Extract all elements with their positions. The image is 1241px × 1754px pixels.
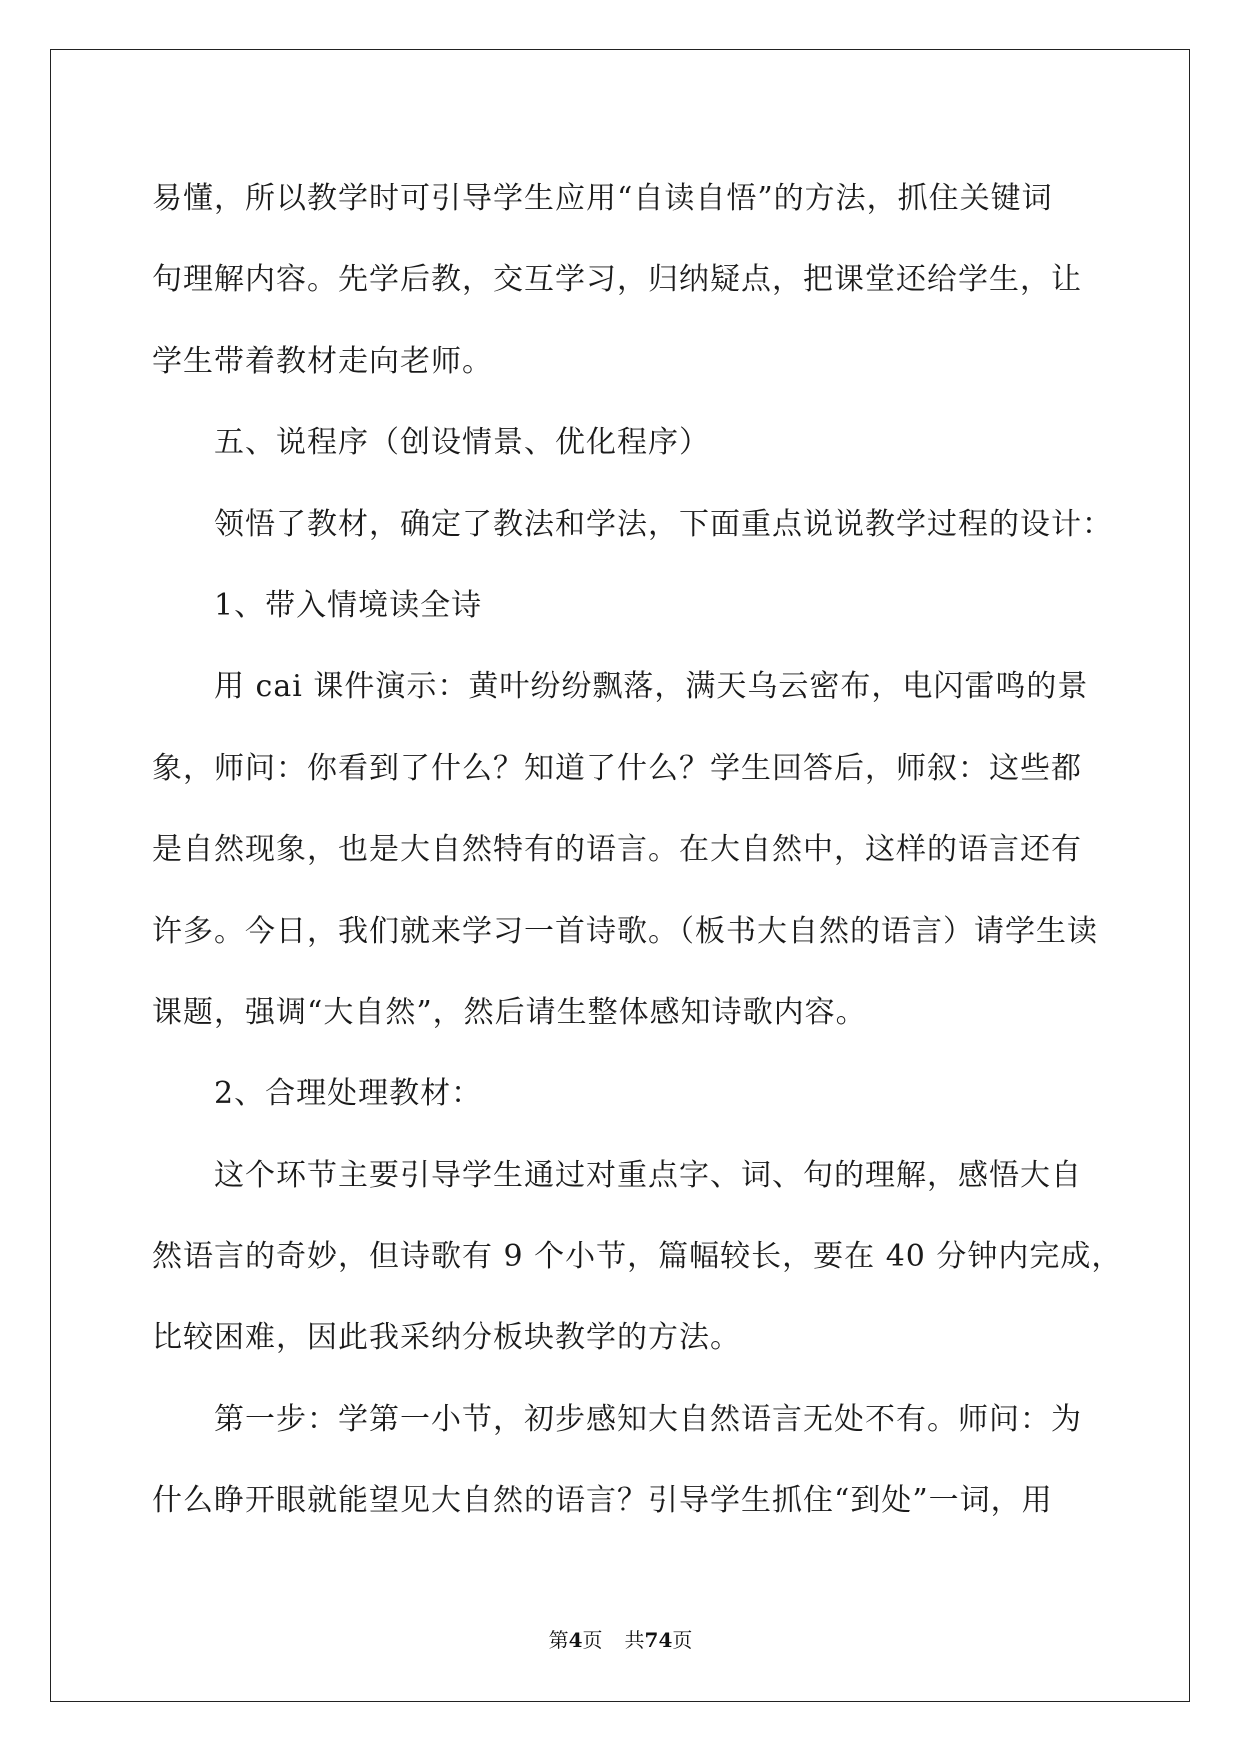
footer-total-suffix: 页 xyxy=(672,1628,693,1652)
section-heading: 五、说程序（创设情景、优化程序） xyxy=(214,425,710,461)
page-footer xyxy=(0,1624,1241,1653)
footer-page-suffix: 页 xyxy=(582,1628,603,1652)
text-line: 学生带着教材走向老师。 xyxy=(152,343,493,379)
text-line: 句理解内容。先学后教，交互学习，归纳疑点，把课堂还给学生，让 xyxy=(152,262,1082,298)
text-line: 比较困难，因此我采纳分板块教学的方法。 xyxy=(152,1320,741,1356)
text-line: 领悟了教材，确定了教法和学法，下面重点说说教学过程的设计： xyxy=(214,506,1113,542)
text-line: 第一步：学第一小节，初步感知大自然语言无处不有。师问：为 xyxy=(214,1401,1082,1437)
text-line: 是自然现象，也是大自然特有的语言。在大自然中，这样的语言还有 xyxy=(152,832,1082,868)
page-number: 4 xyxy=(568,1628,583,1652)
subsection-heading: 1、带入情境读全诗 xyxy=(214,587,483,623)
subsection-heading: 2、合理处理教材： xyxy=(214,1076,483,1112)
text-line: 易懂，所以教学时可引导学生应用“自读自悟”的方法，抓住关键词 xyxy=(152,181,1053,216)
text-line: 用 cai 课件演示：黄叶纷纷飘落，满天乌云密布，电闪雷鸣的景 xyxy=(214,669,1089,705)
text-line: 这个环节主要引导学生通过对重点字、词、句的理解，感悟大自 xyxy=(214,1157,1082,1193)
footer-prefix: 第 xyxy=(548,1628,569,1652)
text-line: 然语言的奇妙，但诗歌有 9 个小节，篇幅较长，要在 40 分钟内完成， xyxy=(152,1239,1123,1275)
text-line: 什么睁开眼就能望见大自然的语言？引导学生抓住“到处”一词，用 xyxy=(152,1483,1053,1519)
footer-total-prefix: 共 xyxy=(624,1628,645,1652)
text-line: 课题，强调“大自然”，然后请生整体感知诗歌内容。 xyxy=(152,994,867,1030)
text-line: 许多。今日，我们就来学习一首诗歌。（板书大自然的语言）请学生读 xyxy=(152,913,1098,949)
total-pages: 74 xyxy=(644,1628,673,1652)
document-body xyxy=(152,158,1123,1542)
text-line: 象，师问：你看到了什么？知道了什么？学生回答后，师叙：这些都 xyxy=(152,750,1082,786)
